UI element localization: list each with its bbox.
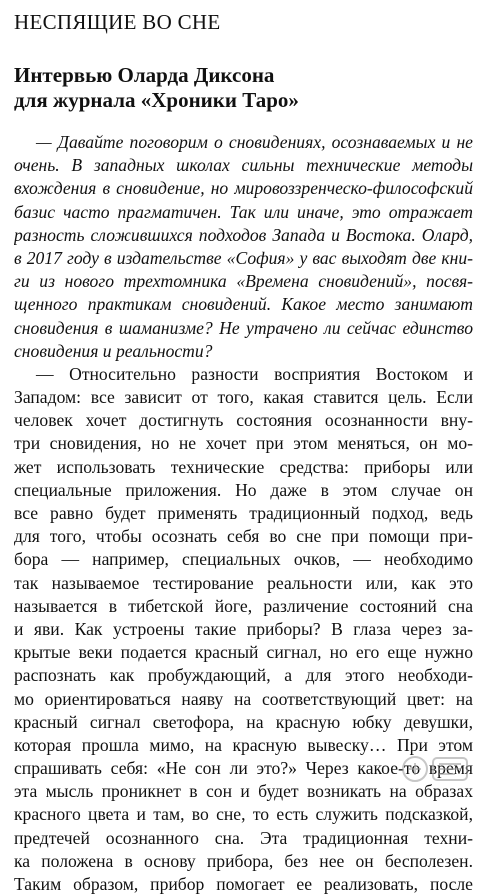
interview-title	[14, 63, 474, 113]
question-line: в 2017 году в издательстве «София» у вас выходят две кни-	[14, 247, 473, 268]
answer-line: мо ориентироваться наяву на соответствующий цвет: на	[14, 688, 473, 709]
question-line: сновидения и реальности?	[14, 340, 213, 361]
answer-line: эта мысль проникнет в сон и будет возникать на образах	[14, 781, 473, 802]
answer-line: для того, чтобы осознать себя во сне при помощи при-	[14, 526, 473, 547]
answer-line: называется в тибетской йоге, различение состояний сна	[14, 595, 473, 616]
answer-line: — Относительно разности восприятия Востоком и	[36, 363, 473, 384]
answer-line: красный сигнал светофора, на красную юбку девушки,	[14, 711, 473, 732]
question-line: вхождения в сновидение, но мировоззренческо-философский	[14, 178, 473, 199]
answer-line: распознать как пробуждающий, а для этого необходи-	[14, 665, 473, 686]
answer-line: три сновидения, но не хочет при этом меняться, он мо-	[14, 433, 473, 454]
answer-line: жет использовать технические средства: приборы или	[14, 456, 473, 477]
answer-line: красного цвета и там, во сне, то есть служить подсказкой,	[14, 804, 473, 825]
question-line: разность сложившихся подходов Запада и Востока. Олард,	[14, 224, 473, 245]
answer-line: и яви. Как устроены такие приборы? В глаза через за-	[14, 618, 473, 639]
answer-line: человек хочет достигнуть состояния осознанности вну-	[14, 410, 473, 431]
question-line: очень. В западных школах сильны технические методы	[14, 155, 473, 176]
answer-line: так называемое тестирование реальности или, как это	[14, 572, 473, 593]
answer-line: которая прошла мимо, на красную вывеску… При этом	[14, 734, 473, 755]
answer-line: Таким образом, прибор помогает ее реализовать, после	[14, 874, 473, 894]
answer-line: крытые веки подается красный сигнал, но его еще нужно	[14, 642, 473, 663]
answer-line: предтечей осознанного сна. Эта традиционная техни-	[14, 827, 473, 848]
question-line: ги из нового трехтомника «Времена сновидений», посвя-	[14, 271, 473, 292]
question-line: базис часто прагматичен. Так или иначе, это отражает	[14, 201, 473, 222]
question-line: сновидения в шаманизме? Не утрачено ли сейчас единство	[14, 317, 473, 338]
answer-line: все равно будет применять традиционный подход, ведь	[14, 503, 473, 523]
title-line: для журнала «Хроники Таро»	[14, 88, 299, 112]
answer-line: бора — например, специальных очков, — необходимо	[14, 549, 473, 570]
answer-line: Западом: все зависит от того, какая ставится цель. Если	[14, 387, 473, 408]
question-line: — Давайте поговорим о сновидениях, осознаваемых и не	[36, 132, 473, 152]
question-line: щенного практикам сновидений. Какое место занимают	[14, 294, 473, 315]
answer-line: ка положена в основу прибора, без нее он бесполезен.	[14, 850, 473, 871]
running-head: НЕСПЯЩИЕ ВО СНЕ	[14, 10, 221, 34]
title-line: Интервью Оларда Диксона	[14, 63, 275, 87]
answer-line: спрашивать себя: «Не сон ли это?» Через какое-то время	[14, 758, 473, 779]
publisher-watermark-icon	[399, 748, 475, 790]
answer-line: специальные приложения. Но даже в этом случае он	[14, 479, 473, 500]
